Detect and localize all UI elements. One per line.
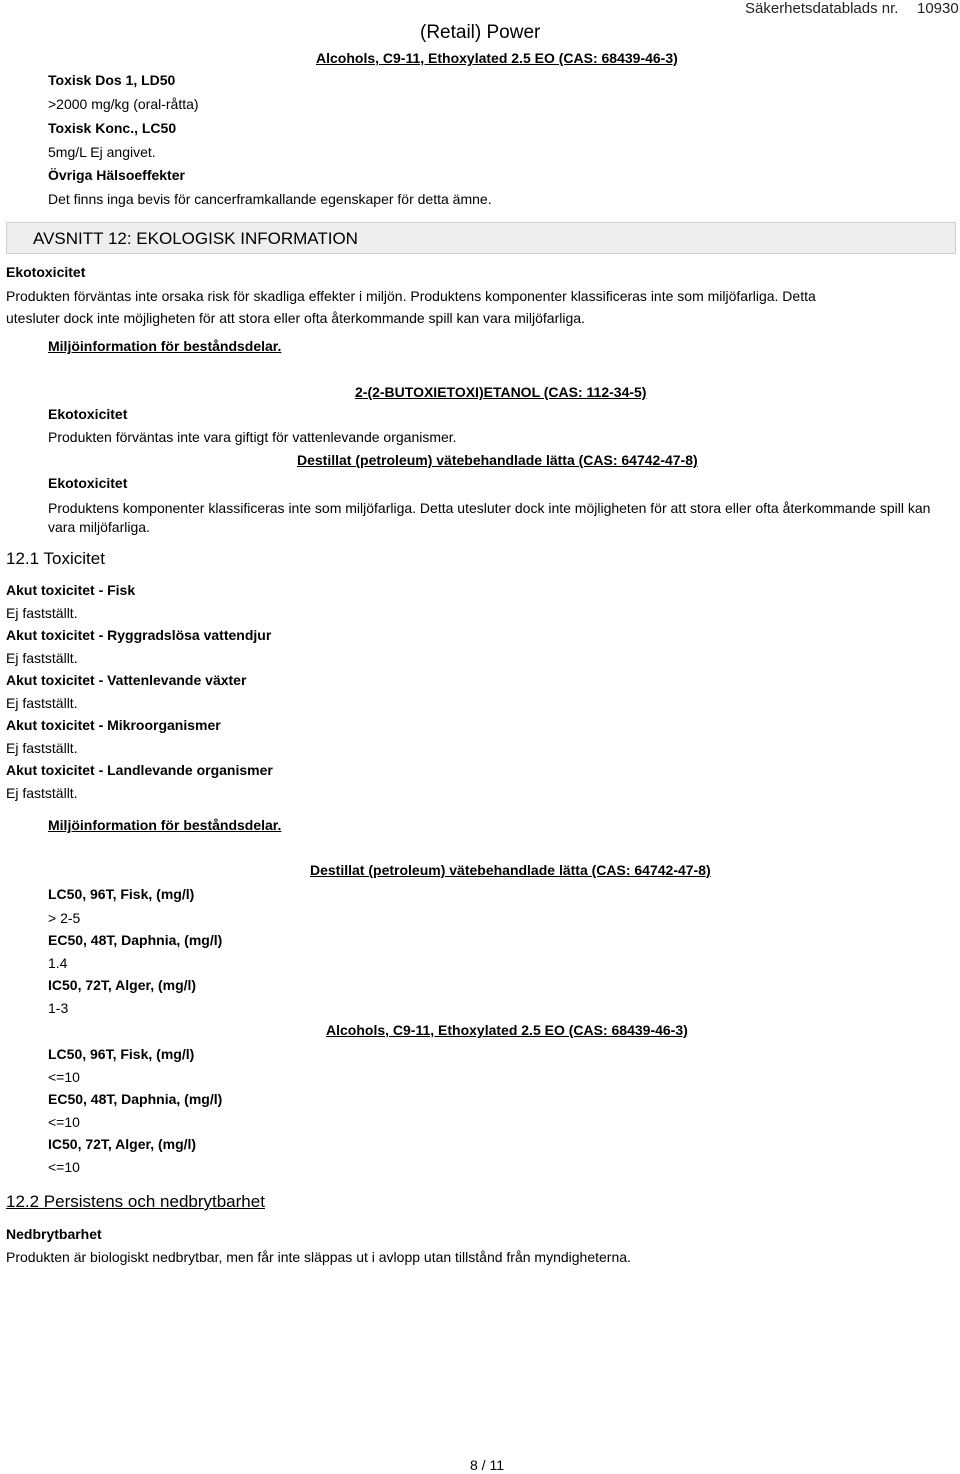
header-subtitle: Alcohols, C9-11, Ethoxylated 2.5 EO (CAS: 68439-46-3) <box>316 50 678 66</box>
tox-metric-value: > 2-5 <box>48 910 81 926</box>
tox-metric-value: 1-3 <box>48 1000 69 1016</box>
sds-label: Säkerhetsdatablads nr. <box>745 0 899 17</box>
component-name: Destillat (petroleum) vätebehandlade lätta (CAS: 64742-47-8) <box>297 452 698 468</box>
acute-tox-value: Ej fastställt. <box>6 605 78 621</box>
persistence-section-title: 12.2 Persistens och nedbrytbarhet <box>6 1192 265 1211</box>
other-health-label: Övriga Hälsoeffekter <box>48 167 185 183</box>
acute-tox-value: Ej fastställt. <box>6 650 78 666</box>
tox-metric-label: IC50, 72T, Alger, (mg/l) <box>48 977 197 993</box>
tox-metric-label: LC50, 96T, Fisk, (mg/l) <box>48 1046 195 1062</box>
section-12-banner <box>6 222 956 254</box>
page-number: 8 / 11 <box>470 1457 504 1473</box>
component-name: Alcohols, C9-11, Ethoxylated 2.5 EO (CAS: 68439-46-3) <box>326 1022 688 1038</box>
section-12-title: AVSNITT 12: EKOLOGISK INFORMATION <box>33 229 358 248</box>
toxic-dose-label: Toxisk Dos 1, LD50 <box>48 72 176 88</box>
component-ecotox-text: Produktens komponenter klassificeras inte som miljöfarliga. Detta utesluter dock inte möjligheten för att stora eller ofta återkommande spill kan vara miljöfarliga. <box>48 500 931 535</box>
component-ecotox-label: Ekotoxicitet <box>48 475 128 491</box>
acute-tox-label: Akut toxicitet - Landlevande organismer <box>6 762 273 778</box>
other-health-text: Det finns inga bevis för cancerframkallande egenskaper för detta ämne. <box>48 191 492 207</box>
tox-metric-value: 1.4 <box>48 955 68 971</box>
acute-tox-value: Ej fastställt. <box>6 785 78 801</box>
component-name: Destillat (petroleum) vätebehandlade lätta (CAS: 64742-47-8) <box>310 862 711 878</box>
component-ecotox-label: Ekotoxicitet <box>48 406 128 422</box>
toxic-conc-value: 5mg/L Ej angivet. <box>48 144 156 160</box>
acute-tox-value: Ej fastställt. <box>6 740 78 756</box>
toxic-dose-value: >2000 mg/kg (oral-råtta) <box>48 96 199 112</box>
env-info-label: Miljöinformation för beståndsdelar. <box>48 338 282 354</box>
degradability-label: Nedbrytbarhet <box>6 1226 102 1242</box>
toxic-conc-label: Toxisk Konc., LC50 <box>48 120 177 136</box>
acute-tox-label: Akut toxicitet - Vattenlevande växter <box>6 672 247 688</box>
tox-metric-value: <=10 <box>48 1159 80 1175</box>
sds-number: 10930 <box>917 0 959 17</box>
ecotoxicity-text-2: utesluter dock inte möjligheten för att stora eller ofta återkommande spill kan vara miljöfarliga. <box>6 310 585 326</box>
component-ecotox-text: Produkten förväntas inte vara giftigt för vattenlevande organismer. <box>48 429 457 445</box>
tox-metric-label: EC50, 48T, Daphnia, (mg/l) <box>48 1091 223 1107</box>
tox-metric-value: <=10 <box>48 1114 80 1130</box>
product-name: (Retail) Power <box>420 22 541 43</box>
tox-metric-label: EC50, 48T, Daphnia, (mg/l) <box>48 932 223 948</box>
acute-tox-label: Akut toxicitet - Mikroorganismer <box>6 717 221 733</box>
ecotoxicity-label: Ekotoxicitet <box>6 264 86 280</box>
degradability-text: Produkten är biologiskt nedbrytbar, men får inte släppas ut i avlopp utan tillstånd från myndigheterna. <box>6 1249 631 1265</box>
acute-tox-value: Ej fastställt. <box>6 695 78 711</box>
acute-tox-label: Akut toxicitet - Ryggradslösa vattendjur <box>6 627 272 643</box>
ecotoxicity-text-1: Produkten förväntas inte orsaka risk för skadliga effekter i miljön. Produktens komponenter klassificeras inte som miljöfarliga. Detta <box>6 288 816 304</box>
toxicity-section-title: 12.1 Toxicitet <box>6 549 105 568</box>
env-info-label: Miljöinformation för beståndsdelar. <box>48 817 282 833</box>
tox-metric-label: LC50, 96T, Fisk, (mg/l) <box>48 886 195 902</box>
acute-tox-label: Akut toxicitet - Fisk <box>6 582 136 598</box>
tox-metric-value: <=10 <box>48 1069 80 1085</box>
component-name: 2-(2-BUTOXIETOXI)ETANOL (CAS: 112-34-5) <box>355 384 647 400</box>
tox-metric-label: IC50, 72T, Alger, (mg/l) <box>48 1136 197 1152</box>
